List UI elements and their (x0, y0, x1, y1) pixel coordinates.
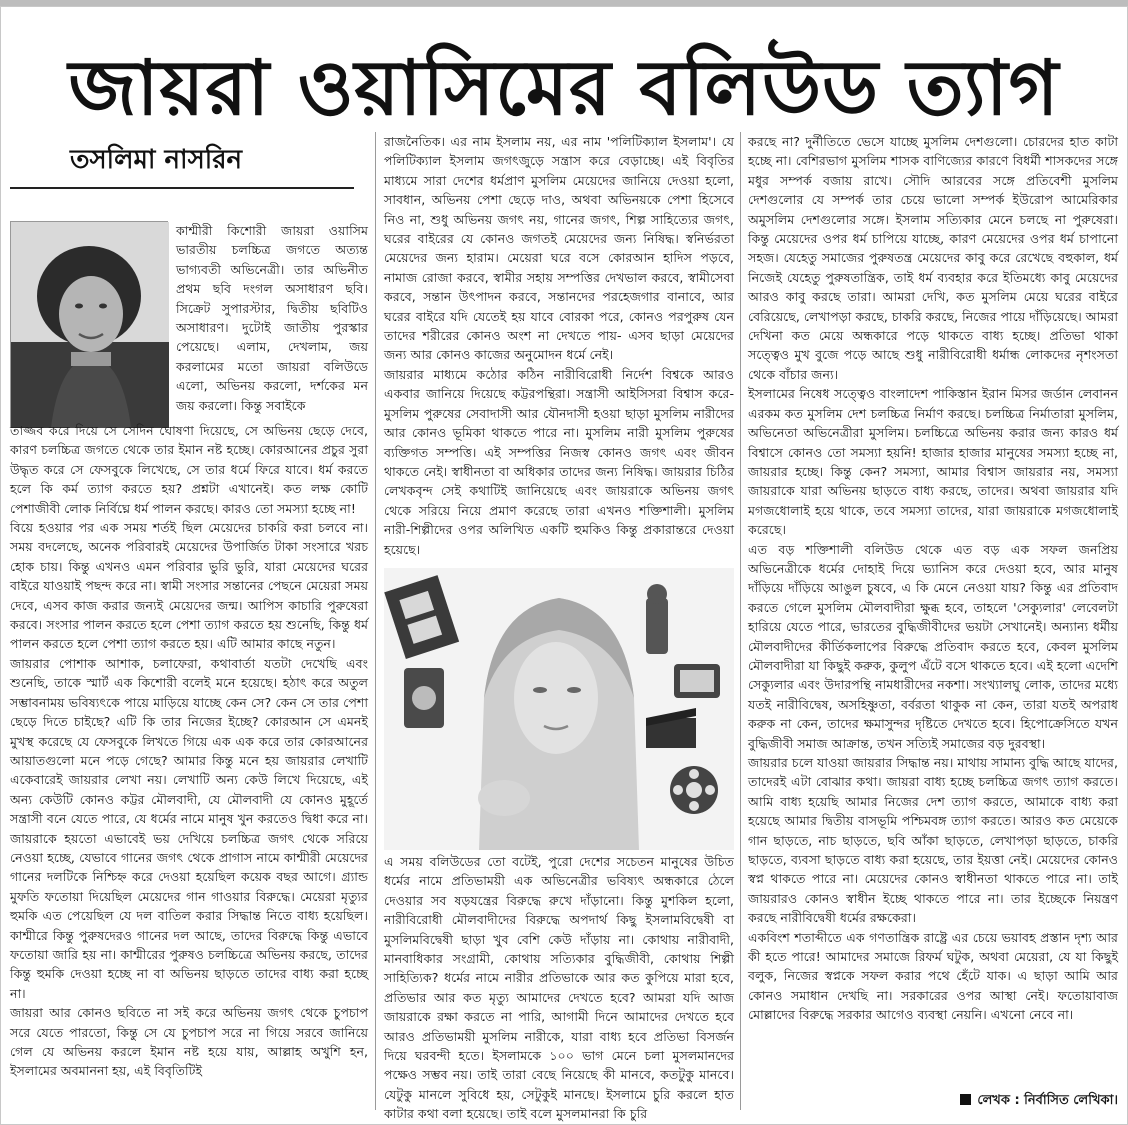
column-divider (740, 132, 741, 1110)
column-divider (375, 132, 376, 1110)
headline: জায়রা ওয়াসিমের বলিউড ত্যাগ (68, 43, 1060, 132)
author-portrait-image (11, 222, 169, 428)
paragraph: তাজ্জব করে দিয়ে সে সেদিন ঘোষণা দিয়েছে, সে অভিনয় ছেড়ে দেবে, কারণ চলচ্চিত্র জগতে থেকে তার ইমান নষ্ট হচ্ছে। কোরআনের প্রচুর সুরা উদ্ধৃত করে সে ফেসবুকে লিখেছে, সে তার ধর্মে ফিরে যাবে। ধর্ম করতে হলে কি কর্ম ত্যাগ করতে হয়? প্রশ্নটা এখানেই। কত লক্ষ কোটি পেশাজীবী লোক নির্বিঘ্নে ধর্ম পালন করছে। কারও তো সমস্যা হচ্ছে না! (10, 423, 368, 516)
article-illustration-image (384, 568, 734, 850)
paragraph: এ সময় বলিউডের তো বটেই, পুরো দেশের সচেতন মানুষের উচিত ধর্মের নামে প্রতিভাময়ী এক অভিনেত্রীর ভবিষ্যৎ অন্ধকারে ঠেলে দেওয়ার সব ষড়যন্ত্রের বিরুদ্ধে রুখে দাঁড়ানো। কিন্তু মুশকিল হলো, নারীবিরোধী মৌলবাদীদের বিরুদ্ধে অপদার্থ কিছু ইসলামবিদ্বেষী বা মুসলিমবিদ্বেষী ছাড়া খুব বেশি কেউ দাঁড়ায় না। কোথায় নারীবাদী, মানবাধিকার সংগ্রামী, কোথায় সত্যিকার বুদ্ধিজীবী, কোথায় শিল্পী সাহিত্যিক? ধর্মের নামে নারীর প্রতিভাকে আর কত কুপিয়ে মারা হবে, প্রতিভার আর কত মৃত্যু আমাদের দেখতে হবে? আমরা যদি আজ জায়রাকে রক্ষা করতে না পারি, আগামী দিনে আমাদের দেখতে হবে আরও প্রতিভাময়ী মুসলিম নারীকে, যারা বাধ্য হবে প্রতিভা বিসর্জন দিয়ে ঘরবন্দী হতে। ইসলামকে ১০০ ভাগ মেনে চলা মুসলমানদের পক্ষেও সম্ভব নয়। তাই তারা বেছে নিয়েছে কী মানবে, কতটুকু মানবে। যেটুকু মানলে সুবিধে হয়, সেটুকুই মানছে। ইসলামে চুরি করলে হাত কাটার কথা বলা হয়েছে। তাই বলে মুসলমানরা কি চুরি (384, 854, 734, 1122)
paragraph: করছে না? দুর্নীতিতে ভেসে যাচ্ছে মুসলিম দেশগুলো। চোরদের হাত কাটা হচ্ছে না। বেশিরভাগ মুসলিম শাসক বাণিজ্যের কারণে বিধর্মী শাসকদের সঙ্গে মধুর সম্পর্ক বজায় রাখে। সৌদি আরবের সঙ্গে প্রতিবেশী মুসলিম দেশগুলোর যে সম্পর্ক তার চেয়ে ভালো সম্পর্ক ইউরোপ আমেরিকার অমুসলিম দেশগুলোর সঙ্গে। ইসলাম সত্যিকার মেনে চলছে না পুরুষেরা। কিন্তু মেয়েদের ওপর ধর্ম চাপিয়ে যাচ্ছে, কারণ মেয়েদের ওপর ধর্ম চাপানো সহজ। যেহেতু সমাজের পুরুষতন্ত্র মেয়েদের কাবু করে রেখেছে বহুকাল, ধর্ম নিজেই যেহেতু পুরুষতান্ত্রিক, তাই ধর্ম ব্যবহার করে ইতিমধ্যে কাবু মেয়েদের আরও কাবু করছে তারা। আমরা দেখি, কত মুসলিম মেয়ে ঘরের বাইরে বেরিয়েছে, লেখাপড়া করছে, চাকরি করছে, নিজের পায়ে দাঁড়িয়েছে। আমরা দেখিনা কত মেয়ে অন্ধকারে পড়ে থাকতে বাধ্য হচ্ছে। প্রতিভা থাকা সত্ত্বেও মুখ বুজে পড়ে আছে শুধু নারীবিরোধী ধর্মান্ধ লোকদের নৃশংসতা থেকে বাঁচার জন্য। (748, 134, 1118, 382)
trophy-icon (646, 598, 668, 654)
paragraph: বিয়ে হওয়ার পর এক সময় শর্তই ছিল মেয়েদের চাকরি করা চলবে না। সময় বদলেছে, অনেক পরিবারই মেয়েদের উপার্জিত টাকা সংসারে খরচ হোক চায়। কিন্তু এখনও এমন পরিবার ভুরি ভুরি, যারা মেয়েদের ঘরের বাইরে যাওয়াই পছন্দ করে না। স্বামী সংসার সন্তানের পেছনে মেয়েরা সময় দেবে, এসব কাজ করার জন্যই মেয়েদের জন্ম। আপিস কাচারি পুরুষেরা করবে। সংসার পালন করতে হলে পেশা ত্যাগ করতে হয় শুনেছি, কিন্তু ধর্ম পালন করতে হলে পেশা ত্যাগ করতে হয়। এটি আমার কাছে নতুন। (10, 520, 368, 652)
author-signature (936, 1090, 1118, 1112)
paragraph: রাজনৈতিক। এর নাম ইসলাম নয়, এর নাম 'পলিটিক্যাল ইসলাম'। যে পলিটিক্যাল ইসলাম জগৎজুড়ে সন্ত্রাস করে বেড়াচ্ছে। এই বিবৃতির মাধ্যমে সারা দেশের ধর্মপ্রাণ মুসলিম মেয়েদের জানিয়ে দেওয়া হলো, সাবধান, অভিনয় পেশা ছেড়ে দাও, অথবা অভিনয়কে পেশা হিসেবে নিও না, শুধু অভিনয় জগৎ নয়, গানের জগৎ, শিল্প সাহিত্যের জগৎ, ঘরের বাইরের যে কোনও জগতই মেয়েদের জন্য নিষিদ্ধ। স্বনির্ভরতা মেয়েদের জন্য হারাম। মেয়েরা ঘরে বসে কোরআন হাদিস পড়বে, নামাজ রোজা করবে, স্বামীর সহায় সম্পত্তির দেখভাল করবে, স্বামীসেবা করবে, সন্তান উৎপাদন করবে, সন্তানদের পরহেজগার বানাবে, আর ঘরের বাইরে যদি যেতেই হয় যাবে বোরকা পরে, কোনও পরপুরুষ যেন তাদের শরীরের কোনও অংশ না দেখতে পায়- এসব ছাড়া মেয়েদের জন্য আর কোনও কাজের অনুমোদন ধর্মে নেই। (384, 134, 734, 363)
paragraph: ইসলামের নিষেধ সত্ত্বেও বাংলাদেশ পাকিস্তান ইরান মিসর জর্ডান লেবানন এরকম কত মুসলিম দেশ চলচ্চিত্র নির্মাণ করছে। চলচ্চিত্র নির্মাতারা মুসলিম, অভিনেতা অভিনেত্রীরা মুসলিম। চলচ্চিত্রে অভিনয় করার জন্য কারও ধর্ম বিশ্বাসে কোনও তো সমস্যা হয়নি! হাজার হাজার মানুষের সমস্যা হচ্ছে না, জায়রার হচ্ছে। কিন্তু কেন? সমস্যা, আমার বিশ্বাস জায়রার নয়, সমস্যা জায়রাকে যারা অভিনয় ছাড়তে বাধ্য করছে, তাদের। অথবা জায়রার যদি মগজধোলাই হয়ে থাকে, তবে সমস্যা তাদের, যারা জায়রাকে মগজধোলাই করেছে। (748, 386, 1118, 538)
column-2 (384, 132, 734, 564)
paragraph: জায়রার চলে যাওয়া জায়রার সিদ্ধান্ত নয়। মাথায় সামান্য বুদ্ধি আছে যাদের, তাদেরই এটা বোঝার কথা। জায়রা বাধ্য হচ্ছে চলচ্চিত্র জগৎ ত্যাগ করতে। আমি বাধ্য হয়েছি আমার নিজের দেশ ত্যাগ করতে, আমাকে বাধ্য করা হয়েছে আমার দ্বিতীয় বাসভূমি পশ্চিমবঙ্গ ত্যাগ করতে। আরও কত মেয়েকে গান ছাড়তে, নাচ ছাড়তে, ছবি আঁকা ছাড়তে, লেখাপড়া ছাড়তে, চাকরি ছাড়তে, ব্যবসা ছাড়তে বাধ্য করা হয়েছে, তার ইয়ত্তা নেই। মেয়েদের কোনও স্বপ্ন থাকতে পারে না। মেয়েদের কোনও স্বাধীনতা থাকতে পারে না। তাই জায়রারও কোনও স্বাধীন ইচ্ছে থাকতে পারে না। তার ইচ্ছেকে নিয়ন্ত্রণ করছে নারীবিদ্বেষী ধর্মের রক্ষকেরা। (748, 755, 1118, 926)
byline: তসলিমা নাসরিন (70, 145, 243, 175)
article-illustration (384, 568, 734, 850)
column-1 (10, 421, 368, 1103)
paragraph: কাশ্মীরী কিশোরী জায়রা ওয়াসিম ভারতীয় চলচ্চিত্র জগতে অত্যন্ত ভাগ্যবতী অভিনেত্রী। তার অভিনীত প্রথম ছবি দংগল অসাধারণ ছবি। সিক্রেট সুপারস্টার, দ্বিতীয় ছবিটিও অসাধারণ। দুটোই জাতীয় পুরস্কার পেয়েছে। এলাম, দেখলাম, জয় করলামের মতো জায়রা বলিউডে এলো, অভিনয় করলো, দর্শকের মন জয় করলো। কিন্তু সবাইকে (176, 223, 368, 413)
signature-text: লেখক : নির্বাসিত লেখিকা। (977, 1093, 1118, 1108)
paragraph: জায়রার মাধ্যমে কঠোর কঠিন নারীবিরোধী নির্দেশ বিশ্বকে আরও একবার জানিয়ে দিয়েছে কট্টরপন্থিরা। সন্ত্রাসী আইসিসরা বিশ্বাস করে- মুসলিম পুরুষের সেবাদাসী আর যৌনদাসী হওয়া ছাড়া মুসলিম নারীদের আর কোনও ভূমিকা থাকতে পারে না। মুসলিম নারী মুসলিম পুরুষের ব্যক্তিগত সম্পত্তি। এই সম্পত্তির নিজস্ব কোনও জগৎ এবং জীবন থাকতে নেই। স্বাধীনতা বা অধিকার তাদের জন্য নিষিদ্ধ। জায়রার চিঠির লেখকবৃন্দ সেই কথাটিই জানিয়েছে এবং জায়রাকে অভিনয় জগৎ থেকে সরিয়ে নিয়ে প্রমাণ করেছে তারা এখনও শক্তিশালী। মুসলিম নারী-শিল্পীদের ওপর অলিখিত একটি হুমকিও কিন্তু প্রকারান্তরে দেওয়া হয়েছে। (384, 366, 734, 557)
column-3 (748, 132, 1118, 1110)
author-portrait (10, 221, 168, 427)
paragraph: একবিংশ শতাব্দীতে এক গণতান্ত্রিক রাষ্ট্রে এর চেয়ে ভয়াবহ প্রস্তান দৃশ্য আর কী হতে পারে! আমাদের সমাজে রিফর্ম ঘটুক, অথবা মেয়েরা, যে যা কিছুই বলুক, নিজের স্বপ্নকে সফল করার পথে হেঁটে যাক। এ ছাড়া আমি আর কোনও সমাধান দেখছি না। সরকারের ওপর আস্থা নেই। ফতোয়াবাজ মোল্লাদের বিরুদ্ধে সরকার আগেও ব্যবস্থা নেয়নি। এখনো নেবে না। (748, 929, 1118, 1023)
square-bullet-icon (960, 1094, 971, 1105)
paragraph: জায়রার পোশাক আশাক, চলাফেরা, কথাবার্তা যতটা দেখেছি এবং শুনেছি, তাকে স্মার্ট এক কিশোরী বলেই মনে হয়েছে। হঠাৎ করে অতুল সম্ভাবনাময় ভবিষ্যৎকে পায়ে মাড়িয়ে যাচ্ছে কেন সে? কেন সে তার পেশা ছেড়ে দিতে চাইছে? এটি কি তার নিজের ইচ্ছে? কোরআন সে এমনই মুখস্থ করেছে যে ফেসবুকে লিখতে গিয়ে এক এক করে তার কোরআনের আয়াতগুলো মনে পড়ে গেছে? আমার কিন্তু মনে হয় জায়রার লেখাটি একেবারেই জায়রার লেখা নয়। লেখাটি অন্য কেউ লিখে দিয়েছে, এই অন্য কেউটি কোনও কট্টর মৌলবাদী, যে মৌলবাদী যে কোনও মুহূর্তে সন্ত্রাসী বনে যেতে পারে, যে ধর্মের নামে মানুষ খুন করতেও দ্বিধা করে না। জায়রাকে হয়তো এভাবেই ভয় দেখিয়ে চলচ্চিত্র জগৎ থেকে সরিয়ে নেওয়া হচ্ছে, যেভাবে গানের জগৎ থেকে প্রাগাস নামে কাশ্মীরী মেয়েদের গানের দলটিকে নিশ্চিহ্ন করে দেওয়া হয়েছিল কয়েক বছর আগে। গ্র্যান্ড মুফতি ফতোয়া দিয়েছিল মেয়েদের গান গাওয়ার বিরুদ্ধে। মেয়েরা মৃত্যুর হুমকি এত পেয়েছিল যে দল বাতিল করার সিদ্ধান্ত নিতে বাধ্য হয়েছিল। কাশ্মীরে কিন্তু পুরুষদেরও গানের দল আছে, তাদের বিরুদ্ধে কিন্তু এভাবে ফতোয়া জারি হয় না। কাশ্মীরের পুরুষও চলচ্চিত্রে অভিনয় করছে, তাদের কিন্তু হুমকি দেওয়া হচ্ছে না বা অভিনয় ছাড়তে তাদের বাধ্য করা হচ্ছে না। (10, 655, 368, 1001)
paragraph: এত বড় শক্তিশালী বলিউড থেকে এত বড় এক সফল জনপ্রিয় অভিনেত্রীকে ধর্মের দোহাই দিয়ে ভ্যানিস করে দেওয়া হবে, আর মানুষ দাঁড়িয়ে দাঁড়িয়ে আঙুল চুষবে, এ কি মেনে নেওয়া যায়? কিন্তু এর প্রতিবাদ করতে গেলে মুসলিম মৌলবাদীরা ক্ষুব্ধ হবে, তাহলে 'সেক্যুলার' লেবেলটা হারিয়ে যেতে পারে, ভারতের বুদ্ধিজীবীদের ভয়টা সেখানেই। অন্যান্য ধর্মীয় মৌলবাদীদের কীর্তিকলাপের বিরুদ্ধে প্রতিবাদ করতে হবে, কেবল মুসলিম মৌলবাদীরা যা কিছুই করুক, কুলুপ এঁটে বসে থাকতে হবে। এই হলো এদেশি সেক্যুলার এবং উদারপন্থি নামধারীদের নকশা। সংখ্যালঘু লোক, তাদের মধ্যে যতই নারীবিদ্বেষ, অসহিষ্ণুতা, বর্বরতা থাকুক না কেন, তারা যতই অপরাধ করুক না কেন, তাদের ক্ষমাসুন্দর দৃষ্টিতে দেখতে হবে। হিপোক্রেসিতে যখন বুদ্ধিজীবী সমাজ আক্রান্ত, তখন সত্যিই সমাজের বড় দুরবস্থা। (748, 541, 1118, 751)
column-2-bottom (384, 852, 734, 1122)
byline-rule (10, 187, 354, 189)
paragraph: জায়রা আর কোনও ছবিতে না সই করে অভিনয় জগৎ থেকে চুপচাপ সরে যেতে পারতো, কিন্তু সে যে চুপচাপ সরে না গিয়ে সরবে জানিয়ে গেল যে অভিনয় করলে ইমান নষ্ট হয়ে যায়, আল্লাহ অখুশি হন, ইসলামের অবমাননা হয়, এই বিবৃতিটিই (10, 1005, 368, 1079)
article-intro (176, 221, 368, 421)
